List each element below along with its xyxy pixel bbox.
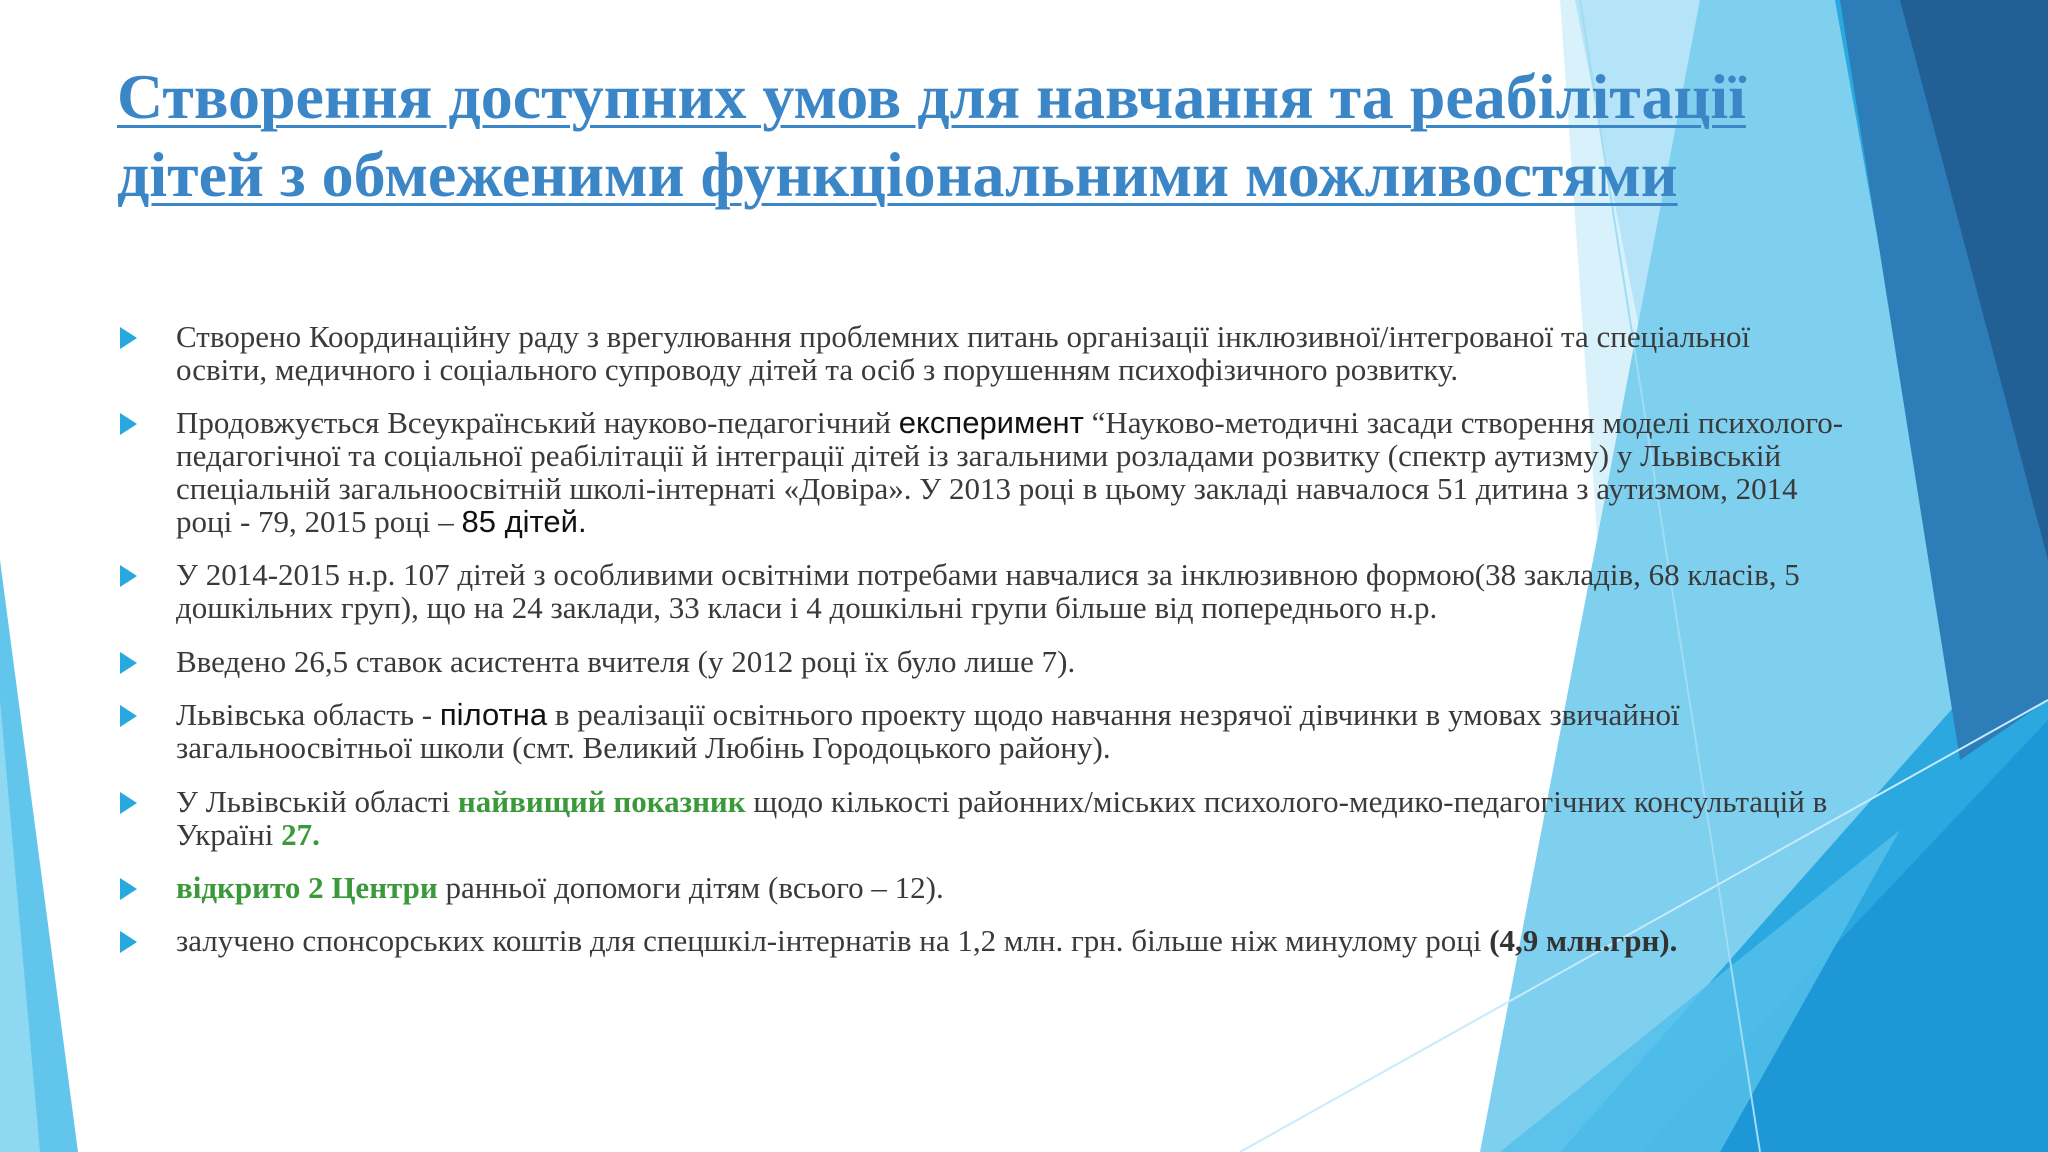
bullet-text: Створено Координаційну раду з врегулювання проблемних питань організації інклюзивної/інтегрованої та спеціальної освіти, медичного і соціального супроводу дітей та осіб з порушенням психофізичного розвитку. <box>176 319 1751 387</box>
bullet-text-emphasis: експеримент <box>898 405 1084 440</box>
bullet-text: в реалізації освітнього проекту щодо навчання незрячої дівчинки в умовах звичайної загальноосвітньої школи (смт. Великий Любінь Городоцького району). <box>176 697 1680 765</box>
triangle-bullet-icon <box>120 705 137 727</box>
triangle-bullet-icon <box>120 878 137 900</box>
bullet-text-emphasis: (4,9 млн.грн). <box>1489 923 1678 958</box>
bullet-item-experiment <box>117 406 1847 538</box>
triangle-bullet-icon <box>120 652 137 674</box>
triangle-bullet-icon <box>120 413 137 435</box>
bullet-item-pilot-region <box>117 698 1847 764</box>
bullet-text: У 2014-2015 н.р. 107 дітей з особливими освітніми потребами навчалися за інклюзивною формою(38 закладів, 68 класів, 5 дошкільних груп), що на 24 заклади, 33 класи і 4 дошкільні групи більше від попереднього н.р. <box>176 557 1800 625</box>
bullet-item-inclusive-education <box>117 558 1847 624</box>
triangle-bullet-icon <box>120 792 137 814</box>
bullet-text: Введено 26,5 ставок асистента вчителя (у 2012 році їх було лише 7). <box>176 644 1076 679</box>
bullet-item-teacher-assistants <box>117 645 1847 678</box>
bullet-text: “Науково-методичні засади створення моделі психолого-педагогічної та соціальної реабілітації й інтеграції дітей із загальними розладами розвитку (спектр аутизму) у Львівській спеціальній загальноосвітній школі-інтернаті «Довіра». У 2013 році в цьому закладі навчалося 51 дитина з аутизмом, 2014 році - 79, 2015 році – <box>176 405 1844 539</box>
bullet-item-sponsor-funds <box>117 924 1847 957</box>
bullet-text-emphasis: пілотна <box>439 697 548 732</box>
triangle-bullet-icon <box>120 565 137 587</box>
bullet-text: Продовжується Всеукраїнський науково-педагогічний <box>176 405 899 440</box>
triangle-bullet-icon <box>120 327 137 349</box>
bullet-text-highlight: найвищий показник <box>457 784 746 819</box>
bullet-text: ранньої допомоги дітям (всього – 12). <box>437 870 944 905</box>
bullet-text: залучено спонсорських коштів для спецшкіл-інтернатів на 1,2 млн. грн. більше ніж минулому році <box>176 923 1490 958</box>
bullet-text: Львівська область - <box>176 697 440 732</box>
slide-title <box>117 58 1917 214</box>
bullet-text: У Львівській області <box>176 784 458 819</box>
slide-title-line-1: Створення доступних умов для навчання та реабілітації <box>117 61 1746 132</box>
bullet-item-highest-indicator <box>117 785 1847 851</box>
bullet-text-highlight: 27. <box>281 817 320 852</box>
bullet-item-early-help-centers <box>117 871 1847 904</box>
slide-title-line-2: дітей з обмеженими функціональними можливостями <box>117 139 1678 210</box>
bullet-list <box>117 320 1847 957</box>
bullet-text: щодо кількості районних/міських психолого-медико-педагогічних консультацій в Україні <box>176 784 1828 852</box>
bullet-text-highlight: відкрито 2 Центри <box>176 870 438 905</box>
bullet-text-emphasis: 85 дітей. <box>461 504 587 539</box>
triangle-bullet-icon <box>120 931 137 953</box>
bullet-item-coordination-council <box>117 320 1847 386</box>
